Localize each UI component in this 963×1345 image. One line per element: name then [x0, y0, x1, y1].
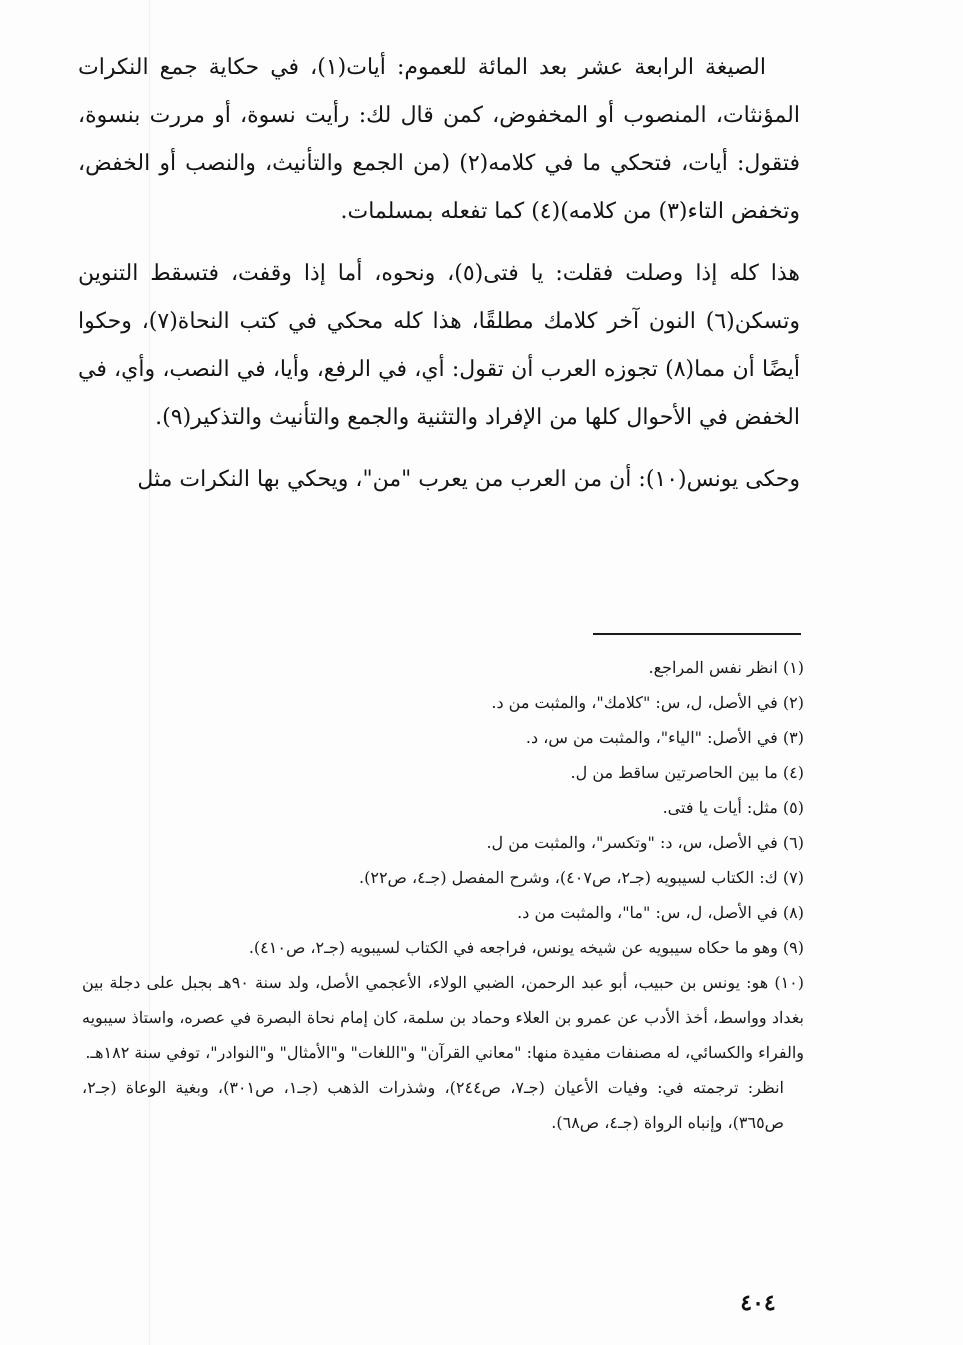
- footnote-6: (٦) في الأصل، س، د: "وتكسر"، والمثبت من ل.: [486, 833, 804, 852]
- main-text-block: [78, 44, 800, 518]
- paragraph-3: وحكى يونس(١٠): أن من العرب من يعرب "من"، ويحكي بها النكرات مثل: [137, 467, 800, 492]
- footnote-2: (٢) في الأصل، ل، س: "كلامك"، والمثبت من د.: [491, 693, 804, 712]
- page-number: ٤٠٤: [740, 1290, 776, 1316]
- footnote-8: (٨) في الأصل، ل، س: "ما"، والمثبت من د.: [517, 903, 804, 922]
- footnote-5: (٥) مثل: أيات يا فتى.: [662, 798, 804, 817]
- footnote-1: (١) انظر نفس المراجع.: [648, 658, 804, 677]
- paragraph-2: هذا كله إذا وصلت فقلت: يا فتى(٥)، ونحوه، أما إذا وقفت، فتسقط التنوين وتسكن(٦) النون آخر كلامك مطلقًا، هذا كله محكي في كتب النحاة(٧)، وحكوا أيضًا أن مما(٨) تجوزه العرب أن تقول: أي، في الرفع، وأيا، في النصب، وأي، في الخفض في الأحوال كلها من الإفراد والتثنية والجمع والتأنيث والتذكير(٩).: [78, 261, 801, 430]
- paragraph-1: الصيغة الرابعة عشر بعد المائة للعموم: أيات(١)، في حكاية جمع النكرات المؤنثات، المنصوب أو المخفوض، كمن قال لك: رأيت نسوة، أو مررت بنسوة، فتقول: أيات، فتحكي ما في كلامه(٢) (من الجمع والتأنيث، والنصب أو الخفض، وتخفض التاء(٣) من كلامه)(٤) كما تفعله بمسلمات.: [78, 55, 800, 224]
- footnote-10-references: انظر: ترجمته في: وفيات الأعيان (جـ٧، ص٢٤٤)، وشذرات الذهب (جـ١، ص٣٠١)، وبغية الوعاة (جـ٢، ص٣٦٥)، وإنباه الرواة (جـ٤، ص٦٨).: [82, 1078, 784, 1132]
- footnote-9: (٩) وهو ما حكاه سيبويه عن شيخه يونس، فراجعه في الكتاب لسيبويه (جـ٢، ص٤١٠).: [248, 938, 804, 957]
- footnotes-block: [82, 650, 804, 1140]
- footnote-10: (١٠) هو: يونس بن حبيب، أبو عبد الرحمن، الضبي الولاء، الأعجمي الأصل، ولد سنة ٩٠هـ بجبل على دجلة بين بغداد وواسط، أخذ الأدب عن عمرو بن العلاء وحماد بن سلمة، كان إمام نحاة البصرة في عصره، واستاذ سيبويه والفراء والكسائي، له مصنفات مفيدة منها: "معاني القرآن" و"اللغات" و"الأمثال" و"النوادر"، توفي سنة ١٨٢هـ.: [82, 973, 804, 1062]
- footnote-3: (٣) في الأصل: "الياء"، والمثبت من س، د.: [525, 728, 804, 747]
- footnote-separator: [593, 633, 801, 635]
- footnote-4: (٤) ما بين الحاصرتين ساقط من ل.: [570, 763, 804, 782]
- footnote-7: (٧) ك: الكتاب لسيبويه (جـ٢، ص٤٠٧)، وشرح المفصل (جـ٤، ص٢٢).: [359, 868, 804, 887]
